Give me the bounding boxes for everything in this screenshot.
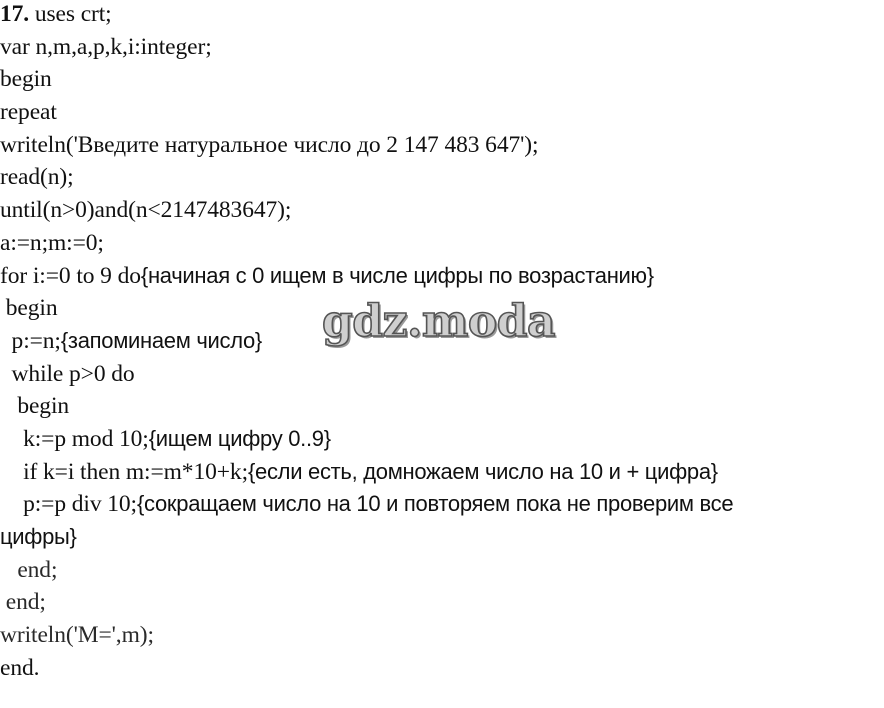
code-text: p:=p div 10; [0,491,137,518]
code-line-2 [0,31,884,64]
code-text: while p>0 do [0,360,135,387]
code-line-16 [0,488,884,521]
code-line-3 [0,63,884,96]
code-line-20 [0,619,884,652]
code-text: a:=n;m:=0; [0,229,104,256]
code-line-4 [0,96,884,129]
code-line-14 [0,423,884,456]
code-text: uses crt; [29,1,112,27]
code-comment: {запоминаем число} [60,327,262,353]
code-line-9 [0,260,884,293]
code-comment: {ищем цифру 0..9} [148,425,331,451]
code-comment: {начиная с 0 ищем в числе цифры по возрастанию} [140,262,654,288]
code-text: end; [0,589,46,616]
code-comment: {если есть, домножаем число на 10 и + цифра} [248,458,718,484]
code-line-7 [0,194,884,227]
code-text: begin [0,66,52,93]
code-line-5 [0,129,884,162]
code-text: repeat [0,99,57,126]
code-line-17 [0,521,884,554]
code-comment: цифры} [0,524,77,549]
code-text: var n,m,a,p,k,i:integer; [0,33,212,60]
code-text: k:=p mod 10; [0,425,149,452]
task-number: 17. [0,1,30,27]
code-line-18 [0,554,884,587]
code-line-19 [0,586,884,619]
code-text: p:=n; [0,327,61,354]
code-text: read(n); [0,164,74,191]
watermark: gdz.moda [322,296,556,347]
code-text: for i:=0 to 9 do [0,262,141,289]
code-line-11 [0,325,884,358]
code-text: until(n>0)and(n<2147483647); [0,197,292,224]
code-line-13 [0,390,884,423]
code-line-21 [0,652,884,685]
code-line-8 [0,227,884,260]
code-line-10 [0,292,884,325]
code-text: writeln('Введите натуральное число до 2 147 483 647'); [0,131,539,158]
code-text: end; [0,556,58,583]
code-line-12 [0,358,884,391]
code-text: writeln('M=',m); [0,622,154,649]
code-comment: {сокращаем число на 10 и повторяем пока не проверим все [137,491,734,517]
code-text: if k=i then m:=m*10+k; [0,458,248,485]
code-line-1 [0,0,884,31]
code-text: begin [0,393,70,420]
code-text: end. [0,654,40,681]
code-text: begin [0,295,58,322]
code-line-15 [0,456,884,489]
code-line-6 [0,161,884,194]
